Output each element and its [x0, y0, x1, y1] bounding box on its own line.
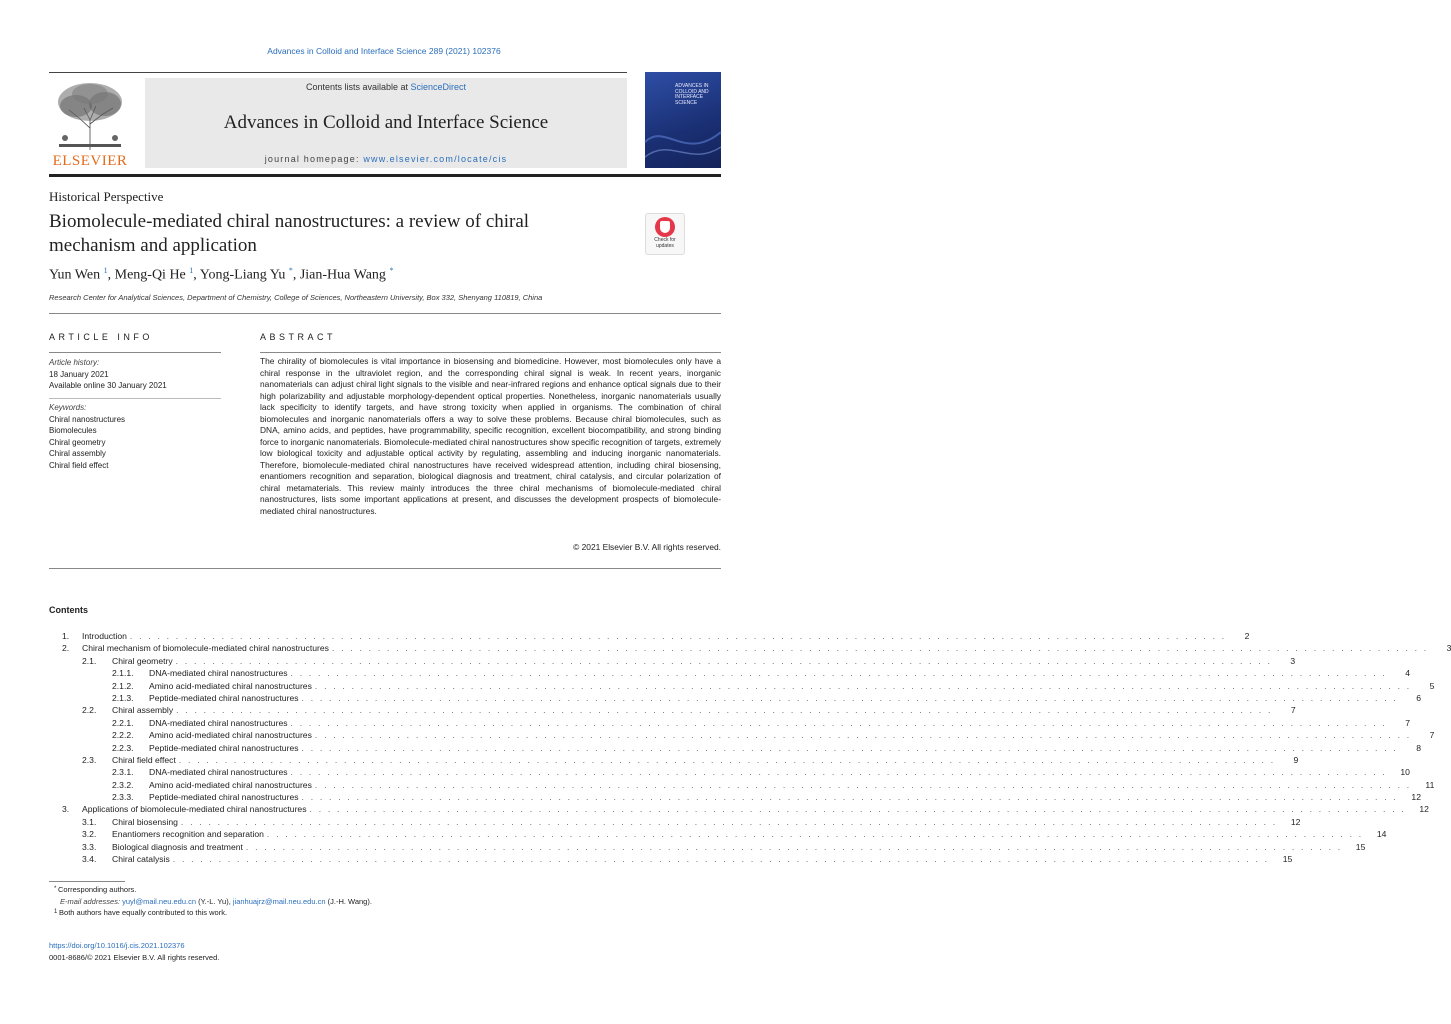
toc-label[interactable]: Amino acid-mediated chiral nanostructures [149, 730, 312, 741]
toc-number: 1. [62, 631, 70, 641]
table-of-contents [49, 631, 1451, 866]
toc-page-number[interactable]: 12 [1290, 816, 1301, 827]
toc-label[interactable]: Chiral catalysis [112, 854, 170, 865]
keywords-label: Keywords: [49, 403, 87, 412]
author-mark[interactable]: 1 [103, 266, 108, 275]
toc-leader: . . . . . . . . . . . . . . . . . . . . . . . . . . . . . . . . . . . . . . . . . . . . . . . . . . . . . . . . . . . . . . . . . . . . . . . . . . . . . . . . . . . . . . . . . . . . . . . . . . . . . . . . . . . . . . . . . . . . . . . . [314, 730, 1412, 741]
equal-contribution-text: Both authors have equally contributed to this work. [59, 908, 228, 917]
abstract-copyright: © 2021 Elsevier B.V. All rights reserved. [573, 542, 721, 552]
email-owner-yu: (Y.-L. Yu), [196, 896, 233, 906]
email-label: E-mail addresses: [60, 896, 121, 906]
toc-leader: . . . . . . . . . . . . . . . . . . . . . . . . . . . . . . . . . . . . . . . . . . . . . . . . . . . . . . . . . . . . . . . . . . . . . . . . . . . . . . . . . . . . . . . . . . . . . . . . . . . . . . . . . . . . . . . . . . . . . . . . [290, 668, 1387, 679]
toc-entry[interactable] [49, 730, 1435, 742]
author-name[interactable]: Yong-Liang Yu [199, 267, 286, 283]
journal-banner [145, 78, 627, 168]
check-for-updates-label: Check for updates [654, 237, 676, 249]
abstract-heading: ABSTRACT [260, 332, 337, 342]
toc-page-number[interactable]: 7 [1405, 717, 1410, 728]
author-name[interactable]: Meng-Qi He [114, 267, 186, 283]
toc-number: 3. [62, 804, 70, 815]
abstract-rule [260, 352, 721, 353]
toc-page-number[interactable]: 8 [1416, 742, 1421, 753]
history-label: Article history: [49, 358, 100, 367]
toc-label[interactable]: Applications of biomolecule-mediated chiral nanostructures [82, 804, 307, 815]
elsevier-tree-icon [51, 80, 129, 152]
email-link-wang[interactable]: jianhuajrz@mail.neu.edu.cn [232, 896, 326, 906]
author-name[interactable]: Jian-Hua Wang [299, 267, 386, 283]
toc-number: 3.3. [82, 841, 97, 852]
doi-link[interactable]: https://doi.org/10.1016/j.cis.2021.102376 [49, 941, 185, 950]
corresponding-text: Corresponding authors. [58, 885, 137, 894]
article-info-rule [49, 352, 221, 353]
toc-number: 2.1.2. [112, 680, 134, 691]
toc-label[interactable]: DNA-mediated chiral nanostructures [149, 767, 288, 778]
toc-number: 3.2. [82, 829, 97, 840]
author-name[interactable]: Yun Wen [49, 267, 101, 283]
toc-label[interactable]: Amino acid-mediated chiral nanostructures [149, 779, 312, 790]
article-type: Historical Perspective [49, 189, 164, 204]
toc-entry[interactable] [49, 668, 1410, 680]
toc-label[interactable]: Peptide-mediated chiral nanostructures [149, 792, 299, 803]
toc-label[interactable]: Amino acid-mediated chiral nanostructures [149, 680, 312, 691]
toc-page-number[interactable]: 15 [1355, 841, 1366, 852]
crossmark-icon [655, 217, 675, 237]
toc-page-number[interactable]: 15 [1282, 854, 1293, 865]
toc-number: 2.1. [82, 655, 97, 666]
toc-leader: . . . . . . . . . . . . . . . . . . . . . . . . . . . . . . . . . . . . . . . . . . . . . . . . . . . . . . . . . . . . . . . . . . . . . . . . . . . . . . . . . . . . . . . . . . . . . . . . . . . . . . . . . . . . . . . . . . . . . . . . [175, 655, 1273, 666]
journal-title[interactable]: Advances in Colloid and Interface Science [223, 112, 549, 133]
header-rule [49, 72, 627, 73]
toc-leader: . . . . . . . . . . . . . . . . . . . . . . . . . . . . . . . . . . . . . . . . . . . . . . . . . . . . . . . . . . . . . . . . . . . . . . . . . . . . . . . . . . . . . . . . . . . . . . . . . . . . . . . . . . . . . . . . . . . . . . . . [180, 816, 1278, 827]
toc-number: 3.1. [82, 816, 97, 827]
toc-page-number[interactable]: 2 [1244, 631, 1250, 641]
toc-leader: . . . . . . . . . . . . . . . . . . . . . . . . . . . . . . . . . . . . . . . . . . . . . . . . . . . . . . . . . . . . . . . . . . . . . . . . . . . . . . . . . . . . . . . . . . . . . . . . . . . . . . . . . . . . . . . . . . . . . . . . [178, 754, 1276, 765]
footnote-rule [49, 881, 125, 882]
footnote-corresponding: * Corresponding authors. [54, 885, 137, 894]
toc-leader: . . . . . . . . . . . . . . . . . . . . . . . . . . . . . . . . . . . . . . . . . . . . . . . . . . . . . . . . . . . . . . . . . . . . . . . . . . . . . . . . . . . . . . . . . . . . . . . . . . . . . . . . . . . . . . . . . . . . . . . . [290, 767, 1387, 778]
toc-leader: . . . . . . . . . . . . . . . . . . . . . . . . . . . . . . . . . . . . . . . . . . . . . . . . . . . . . . . . . . . . . . . . . . . . . . . . . . . . . . . . . . . . . . . . . . . . . . . . . . . . . . . . . . . . . . . . . . . . . . . . [331, 643, 1429, 654]
toc-entry[interactable] [49, 705, 1296, 717]
keyword: Biomolecules [49, 426, 97, 435]
keywords-rule [49, 398, 221, 399]
elsevier-wordmark: ELSEVIER [52, 153, 128, 169]
section-divider [49, 313, 721, 314]
toc-number: 2.2.1. [112, 717, 134, 728]
toc-leader: . . . . . . . . . . . . . . . . . . . . . . . . . . . . . . . . . . . . . . . . . . . . . . . . . . . . . . . . . . . . . . . . . . . . . . . . . . . . . . . . . . . . . . . . . . . . . . . . . . . . . . . . . . . . . . . . . . . . . . . . [301, 692, 1398, 703]
toc-page-number[interactable]: 11 [1425, 779, 1435, 790]
toc-leader: . . . . . . . . . . . . . . . . . . . . . . . . . . . . . . . . . . . . . . . . . . . . . . . . . . . . . . . . . . . . . . . . . . . . . . . . . . . . . . . . . . . . . . . . . . . . . . . . . . . . . . . . . . . . . . . . . . . . . . . . [266, 829, 1364, 840]
toc-entry[interactable] [49, 829, 1387, 841]
toc-number: 2.2.3. [112, 742, 134, 753]
toc-leader: . . . . . . . . . . . . . . . . . . . . . . . . . . . . . . . . . . . . . . . . . . . . . . . . . . . . . . . . . . . . . . . . . . . . . . . . . . . . . . . . . . . . . . . . . . . . . . . . . . . . . . . . . . . . . . . . . . . . . . . . [129, 631, 1227, 641]
toc-entry[interactable] [49, 816, 1301, 829]
toc-label[interactable]: Peptide-mediated chiral nanostructures [149, 692, 299, 703]
history-online: Available online 30 January 2021 [49, 381, 167, 390]
toc-leader: . . . . . . . . . . . . . . . . . . . . . . . . . . . . . . . . . . . . . . . . . . . . . . . . . . . . . . . . . . . . . . . . . . . . . . . . . . . . . . . . . . . . . . . . . . . . . . . . . . . . . . . . . . . . . . . . . . . . . . . . [290, 717, 1387, 728]
toc-entry[interactable] [49, 841, 1366, 854]
toc-entry[interactable] [49, 804, 1429, 816]
abstract-text: The chirality of biomolecules is vital importance in biosensing and biomedicine. However, most biomolecules only have a chiral response in the ultraviolet region, and the corresponding chiral signal is weak. In recent years, inorganic nanomaterials can adjust chiral light signals to the visible and near-infrared regions and enhance optical signals due to their high polarizability and adjustable morphology-dependent optical properties. Nonetheless, inorganic nanomaterials usually lack specificity to identify targets, and have strong toxicity when applied in organisms. The combination of chiral biomolecules and inorganic nanomaterials offers a way to solve these problems. Because chiral biomolecules, such as DNA, amino acids, and peptides, have programmability, specific recognition, excellent biocompatibility, and strong binding force to inorganic nanomaterials. Biomolecule-mediated chiral nanostructures show specific recognition of targets, extremely low biological toxicity and adjustable optical activity by regulating, assembling and inducing inorganic nanomaterials. Therefore, biomolecule-mediated chiral nanostructures have received widespread attention, including chiral biosensing, enantiomers recognition and separation, biological diagnosis and treatment, chiral catalysis, and circular polarization of chiral metamaterials. This review mainly introduces the three chiral mechanisms of biomolecule-mediated chiral nanostructures, lists some important applications at present, and discusses the development prospects of biomolecule-mediated chiral nanostructures. [260, 356, 721, 516]
cover-art-icon [645, 102, 721, 168]
journal-reference-link[interactable]: Advances in Colloid and Interface Science 289 (2021) 102376 [267, 46, 501, 56]
toc-label[interactable]: DNA-mediated chiral nanostructures [149, 668, 288, 679]
toc-entry[interactable] [49, 767, 1410, 779]
history-received: 18 January 2021 [49, 369, 109, 379]
toc-entry[interactable] [49, 655, 1296, 668]
toc-number: 3.4. [82, 854, 97, 865]
author-list: Yun Wen $^1$, Meng-Qi He $^1$, Yong-Liang Yu *, Jian-Hua Wang * [49, 266, 394, 283]
homepage-link[interactable]: www.elsevier.com/locate/cis [363, 154, 508, 164]
toc-number: 2.2.2. [112, 730, 134, 741]
toc-label[interactable]: DNA-mediated chiral nanostructures [149, 717, 288, 728]
toc-page-number[interactable]: 12 [1411, 792, 1421, 803]
contents-heading: Contents [49, 605, 88, 615]
toc-number: 2.1.1. [112, 668, 134, 679]
footnotes [54, 884, 372, 919]
email-link-yu[interactable]: yuyl@mail.neu.edu.cn [122, 896, 197, 906]
toc-entry[interactable] [49, 792, 1421, 804]
toc-number: 2.3.3. [112, 792, 134, 803]
journal-cover-image[interactable] [645, 72, 721, 168]
toc-entry[interactable] [49, 779, 1435, 792]
email-owner-wang: (J.-H. Wang). [325, 896, 372, 906]
toc-leader: . . . . . . . . . . . . . . . . . . . . . . . . . . . . . . . . . . . . . . . . . . . . . . . . . . . . . . . . . . . . . . . . . . . . . . . . . . . . . . . . . . . . . . . . . . . . . . . . . . . . . . . . . . . . . . . . . . . . . . . . [314, 680, 1412, 691]
journal-header [49, 72, 721, 168]
toc-entry[interactable] [49, 643, 1451, 655]
toc-leader: . . . . . . . . . . . . . . . . . . . . . . . . . . . . . . . . . . . . . . . . . . . . . . . . . . . . . . . . . . . . . . . . . . . . . . . . . . . . . . . . . . . . . . . . . . . . . . . . . . . . . . . . . . . . . . . . . . . . . . . . [309, 804, 1406, 815]
section-divider [49, 568, 721, 569]
toc-page-number[interactable]: 3 [1446, 643, 1451, 654]
toc-number: 2.3. [82, 754, 97, 765]
journal-homepage-line [145, 154, 627, 164]
author-mark[interactable]: * [389, 266, 394, 275]
toc-leader: . . . . . . . . . . . . . . . . . . . . . . . . . . . . . . . . . . . . . . . . . . . . . . . . . . . . . . . . . . . . . . . . . . . . . . . . . . . . . . . . . . . . . . . . . . . . . . . . . . . . . . . . . . . . . . . . . . . . . . . . [301, 742, 1398, 753]
keyword: Chiral nanostructures [49, 414, 126, 424]
toc-page-number[interactable]: 9 [1293, 754, 1299, 765]
contents-prefix: Contents lists available at [305, 82, 411, 92]
toc-number: 2.3.1. [112, 767, 134, 778]
footnote-emails [60, 896, 372, 908]
toc-page-number[interactable]: 7 [1290, 705, 1296, 716]
toc-entry[interactable] [49, 854, 1293, 866]
sciencedirect-link[interactable]: ScienceDirect [410, 82, 467, 92]
toc-label[interactable]: Peptide-mediated chiral nanostructures [149, 742, 299, 753]
toc-label[interactable]: Enantiomers recognition and separation [112, 829, 264, 840]
toc-label[interactable]: Chiral assembly [112, 705, 174, 716]
toc-label[interactable]: Chiral mechanism of biomolecule-mediated chiral nanostructures [82, 643, 329, 654]
toc-page-number[interactable]: 3 [1290, 655, 1296, 666]
toc-number: 2.1.3. [112, 692, 134, 703]
toc-number: 2. [62, 643, 70, 654]
elsevier-logo[interactable] [49, 78, 131, 168]
affiliation: Research Center for Analytical Sciences, Department of Chemistry, College of Sciences, Northeastern University, Box 332, Shenyang 110819, China [49, 293, 543, 302]
toc-label[interactable]: Chiral biosensing [112, 816, 178, 827]
toc-page-number[interactable]: 4 [1405, 668, 1410, 679]
author-mark[interactable]: * [288, 266, 293, 275]
keyword: Chiral geometry [49, 437, 106, 447]
toc-page-number[interactable]: 7 [1429, 730, 1435, 741]
cover-title: ADVANCES IN COLLOID AND INTERFACE SCIENCE [675, 83, 709, 106]
keyword: Chiral assembly [49, 449, 106, 458]
toc-entry[interactable] [49, 680, 1435, 693]
keywords [49, 402, 221, 471]
toc-page-number[interactable]: 10 [1400, 767, 1410, 778]
contents-available-line [145, 82, 627, 92]
toc-leader: . . . . . . . . . . . . . . . . . . . . . . . . . . . . . . . . . . . . . . . . . . . . . . . . . . . . . . . . . . . . . . . . . . . . . . . . . . . . . . . . . . . . . . . . . . . . . . . . . . . . . . . . . . . . . . . . . . . . . . . . [314, 779, 1412, 790]
keyword: Chiral field effect [49, 460, 109, 470]
toc-label[interactable]: Chiral field effect [112, 754, 176, 765]
toc-entry[interactable] [49, 717, 1410, 730]
toc-leader: . . . . . . . . . . . . . . . . . . . . . . . . . . . . . . . . . . . . . . . . . . . . . . . . . . . . . . . . . . . . . . . . . . . . . . . . . . . . . . . . . . . . . . . . . . . . . . . . . . . . . . . . . . . . . . . . . . . . . . . . [176, 705, 1273, 716]
author-mark[interactable]: 1 [189, 266, 194, 275]
toc-leader: . . . . . . . . . . . . . . . . . . . . . . . . . . . . . . . . . . . . . . . . . . . . . . . . . . . . . . . . . . . . . . . . . . . . . . . . . . . . . . . . . . . . . . . . . . . . . . . . . . . . . . . . . . . . . . . . . . . . . . . . [301, 792, 1398, 803]
toc-page-number[interactable]: 14 [1376, 829, 1387, 840]
toc-entry[interactable] [49, 742, 1421, 755]
homepage-prefix: journal homepage: [264, 154, 364, 164]
article-info-heading: ARTICLE INFO [49, 332, 153, 342]
header-divider [49, 174, 721, 177]
footnote-equal: $^1$ Both authors have equally contributed to this work. [54, 908, 228, 917]
issn-line: 0001-8686/© 2021 Elsevier B.V. All rights reserved. [49, 953, 220, 962]
article-history [49, 357, 221, 392]
toc-label[interactable]: Introduction [82, 631, 127, 641]
check-for-updates-button[interactable] [645, 213, 685, 255]
toc-page-number[interactable]: 6 [1416, 692, 1421, 703]
toc-entry[interactable] [49, 692, 1421, 705]
toc-leader: . . . . . . . . . . . . . . . . . . . . . . . . . . . . . . . . . . . . . . . . . . . . . . . . . . . . . . . . . . . . . . . . . . . . . . . . . . . . . . . . . . . . . . . . . . . . . . . . . . . . . . . . . . . . . . . . . . . . . . . . [172, 854, 1270, 865]
toc-number: 2.3.2. [112, 779, 134, 790]
toc-leader: . . . . . . . . . . . . . . . . . . . . . . . . . . . . . . . . . . . . . . . . . . . . . . . . . . . . . . . . . . . . . . . . . . . . . . . . . . . . . . . . . . . . . . . . . . . . . . . . . . . . . . . . . . . . . . . . . . . . . . . . [245, 841, 1343, 852]
article-title: Biomolecule-mediated chiral nanostructures: a review of chiral mechanism and application [49, 211, 530, 256]
toc-page-number[interactable]: 5 [1429, 680, 1435, 691]
toc-entry[interactable] [49, 631, 1250, 643]
toc-entry[interactable] [49, 754, 1299, 767]
toc-label[interactable]: Chiral geometry [112, 655, 173, 666]
toc-number: 2.2. [82, 705, 97, 716]
toc-page-number[interactable]: 12 [1419, 804, 1429, 815]
toc-label[interactable]: Biological diagnosis and treatment [112, 841, 243, 852]
